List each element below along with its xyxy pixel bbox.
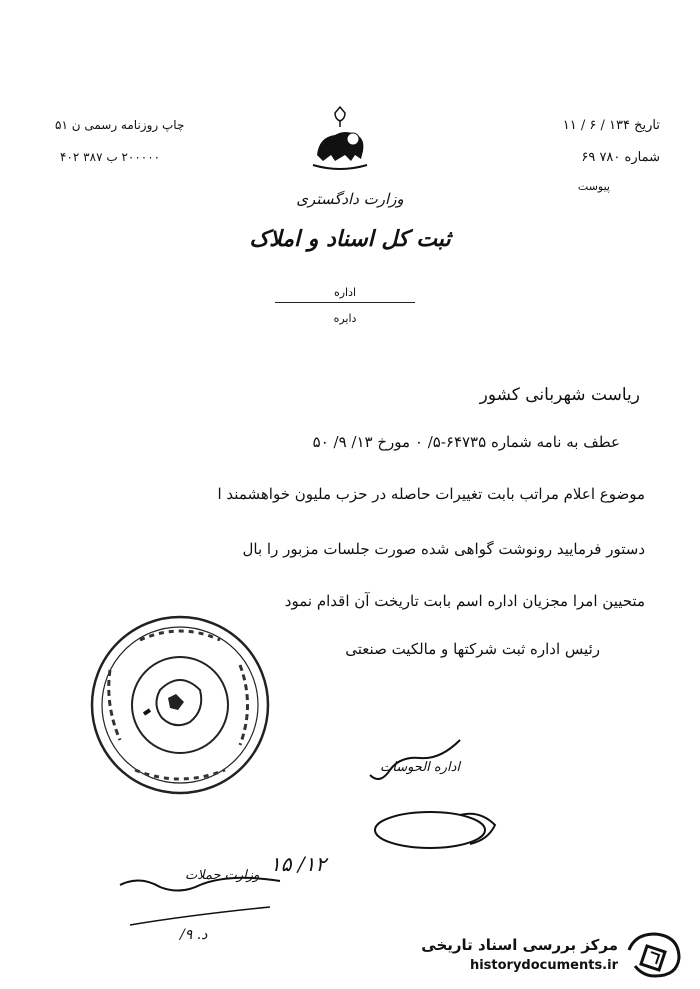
signature-text: اداره الحوسات [380,760,461,775]
body-line-2: دستور فرمایید رونوشت گواهی شده صورت جلسات مزبور را بال [242,540,645,558]
office-divider [275,302,415,303]
watermark-url[interactable]: historydocuments.ir [469,958,618,973]
watermark-title: مرکز بررسی اسناد تاریخی [421,936,618,954]
body-line-3: متحیین امرا مجزیان اداره اسم بابت تاریخت آن اقدام نمود [284,592,645,610]
office-label: اداره [333,286,357,299]
print-line-2: ۲۰۰۰۰۰ ب ۳۸۷ ۴۰۲ [60,150,161,164]
bureau-title: ثبت کل اسناد و املاک [249,226,451,252]
department-label: دایره [333,312,357,325]
reference-line: عطف به نامه شماره ۶۴۷۳۵-۵/ ۰ مورخ ۱۳/ ۹/ ۵۰ [312,433,620,451]
body-line-1: موضوع اعلام مراتب بابت تغییرات حاصله در حزب ملیون خواهشمند ا [217,485,645,503]
addressee: ریاست شهربانی کشور [479,385,640,405]
lion-sun-emblem-icon [305,105,375,175]
official-seal-icon [80,610,280,800]
bottom-handwriting: وزارت حملات [185,868,260,883]
body-line-4: رئیس اداره ثبت شرکتها و مالکیت صنعتی [345,640,600,658]
print-line-1: چاپ روزنامه رسمی ن ۵۱ [55,118,185,132]
handwritten-date: ۱۵ /۱۲ [270,852,327,876]
ministry-title: وزارت دادگستری [296,190,404,208]
signature-scrawl-2-icon [370,800,510,860]
bottom-initial: د. ۹/ [180,927,208,943]
attachment-field: پیوست [577,180,610,193]
number-field: شماره ۷۸۰ ۶۹ [581,150,660,165]
history-documents-logo-icon [625,930,683,980]
date-field: تاریخ ۱۳۴ / ۶ / ۱۱ [562,118,660,133]
